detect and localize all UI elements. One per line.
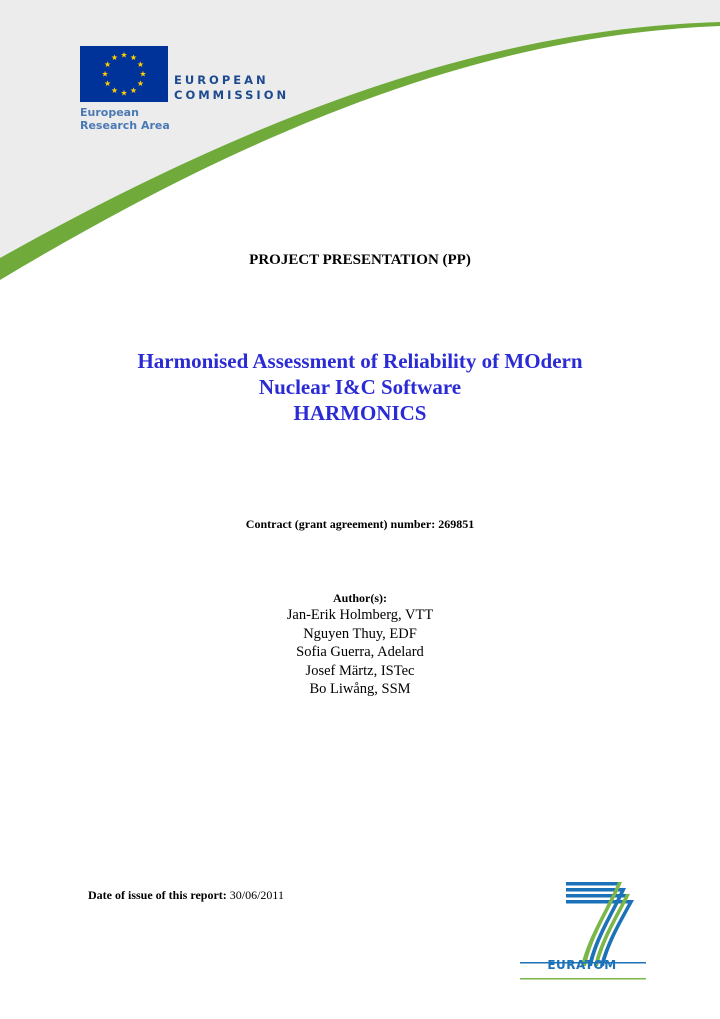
author-list bbox=[0, 606, 720, 699]
author-item: Bo Liwång, SSM bbox=[309, 681, 411, 697]
title-line-3: HARMONICS bbox=[293, 401, 427, 425]
title-line-1: Harmonised Assessment of Reliability of MOdern bbox=[137, 349, 583, 373]
european-commission-logo bbox=[80, 46, 290, 138]
issue-date-value: 30/06/2011 bbox=[229, 888, 284, 902]
authors-label: Author(s): bbox=[333, 591, 387, 605]
euratom-fp7-logo bbox=[518, 880, 650, 980]
author-item: Sofia Guerra, Adelard bbox=[296, 644, 424, 660]
document-type-heading: PROJECT PRESENTATION (PP) bbox=[249, 252, 471, 268]
title-line-2: Nuclear I&C Software bbox=[258, 375, 462, 399]
issue-date bbox=[88, 888, 284, 903]
commission-name: EUROPEAN COMMISSION bbox=[174, 73, 290, 102]
euratom-label: EURATOM bbox=[547, 958, 617, 972]
project-title bbox=[0, 348, 720, 426]
header-swoosh-background bbox=[0, 0, 720, 280]
contract-number: Contract (grant agreement) number: 269851 bbox=[245, 517, 475, 531]
author-item: Nguyen Thuy, EDF bbox=[303, 625, 417, 642]
author-item: Josef Märtz, ISTec bbox=[305, 662, 415, 679]
author-item: Jan-Erik Holmberg, VTT bbox=[286, 607, 434, 623]
issue-date-label: Date of issue of this report: bbox=[88, 888, 227, 902]
research-area-label: European Research Area bbox=[80, 106, 170, 132]
eu-flag-icon bbox=[80, 46, 168, 102]
